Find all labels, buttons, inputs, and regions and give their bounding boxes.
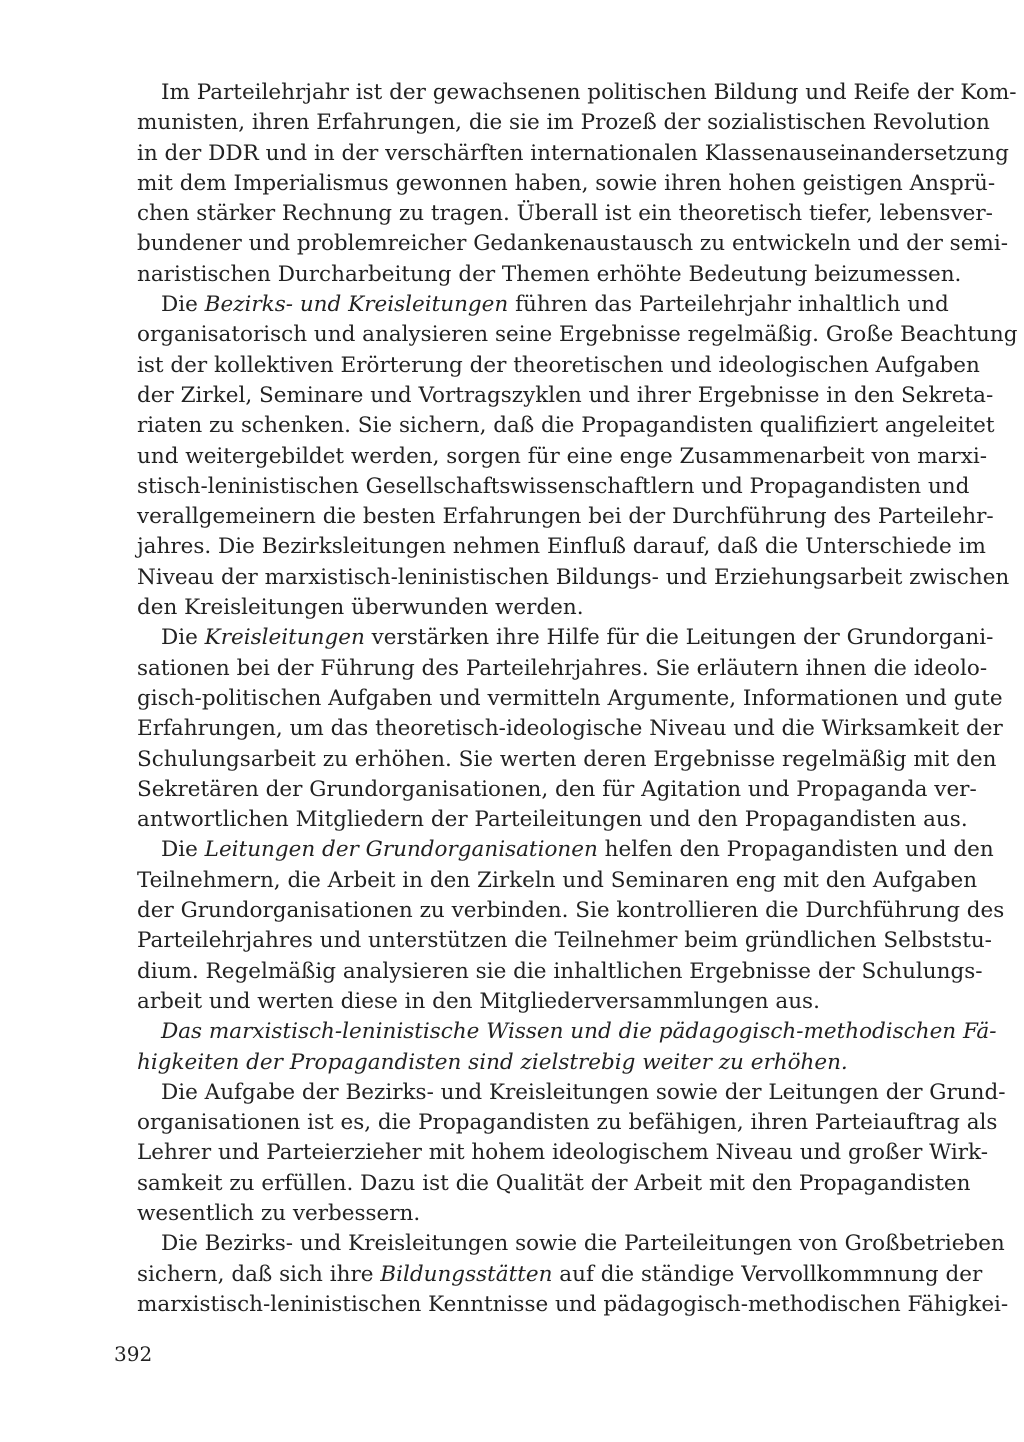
text-line: der Zirkel, Seminare und Vortragszyklen und ihrer Ergebnisse in den Sekreta- xyxy=(137,382,994,408)
text-line: naristischen Durcharbeitung der Themen erhöhte Bedeutung beizumessen. xyxy=(137,261,962,287)
page-number: 392 xyxy=(114,1342,153,1366)
text-line: chen stärker Rechnung zu tragen. Überall ist ein theoretisch tiefer, lebensver- xyxy=(137,201,993,227)
emphasis-line: Das marxistisch-leninistische Wissen und die pädagogisch-methodischen Fä- xyxy=(161,1019,997,1045)
text-line: Erfahrungen, um das theoretisch-ideologische Niveau und die Wirksamkeit der xyxy=(137,716,1003,742)
paragraph-5-emphasis xyxy=(113,1017,997,1078)
text-line: sationen bei der Führung des Parteilehrjahres. Sie erläutern ihnen die ideolo- xyxy=(137,655,988,681)
text-line: jahres. Die Bezirksleitungen nehmen Einfluß darauf, daß die Unterschiede im xyxy=(137,534,986,560)
text-line: samkeit zu erfüllen. Dazu ist die Qualität der Arbeit mit den Propagandisten xyxy=(137,1170,971,1196)
emphasis-text: Kreisleitungen xyxy=(204,625,365,651)
document-body xyxy=(113,78,1018,1320)
text-line: stisch-leninistischen Gesellschaftswissenschaftlern und Propagandisten und xyxy=(137,473,970,499)
text-run: Die xyxy=(161,292,205,318)
text-line: marxistisch-leninistischen Kenntnisse und pädagogisch-methodischen Fähigkei- xyxy=(137,1291,1009,1317)
text-run: Die xyxy=(161,625,205,651)
emphasis-text: Bezirks- und Kreisleitungen xyxy=(204,292,509,318)
text-line: Lehrer und Parteierzieher mit hohem ideologischem Niveau und großer Wirk- xyxy=(137,1140,988,1166)
text-line: in der DDR und in der verschärften internationalen Klassenauseinandersetzung xyxy=(137,140,1009,166)
text-line: wesentlich zu verbessern. xyxy=(137,1200,421,1226)
text-line: gisch-politischen Aufgaben und vermitteln Argumente, Informationen und gute xyxy=(137,685,1003,711)
paragraph-7 xyxy=(113,1229,1009,1320)
text-line: arbeit und werten diese in den Mitgliederversammlungen aus. xyxy=(137,988,820,1014)
text-line: Im Parteilehrjahr ist der gewachsenen politischen Bildung und Reife der Kom- xyxy=(161,80,1017,105)
paragraph-4 xyxy=(113,835,1005,1017)
text-line: dium. Regelmäßig analysieren sie die inhaltlichen Ergebnisse der Schulungs- xyxy=(137,958,983,984)
paragraph-1 xyxy=(113,78,1017,290)
emphasis-text: Bildungsstätten xyxy=(380,1261,553,1287)
text-line: riaten zu schenken. Sie sichern, daß die Propagandisten qualifiziert angeleitet xyxy=(137,413,995,439)
text-line xyxy=(113,835,994,865)
text-line: der Grundorganisationen zu verbinden. Sie kontrollieren die Durchführung des xyxy=(137,898,1005,924)
text-line: organisationen ist es, die Propagandisten zu befähigen, ihren Parteiauftrag als xyxy=(137,1110,998,1136)
text-line xyxy=(113,1260,983,1290)
text-run: helfen den Propagandisten und den xyxy=(597,837,994,863)
text-line: bundener und problemreicher Gedankenaustausch zu entwickeln und der semi- xyxy=(137,231,1008,257)
text-run: führen das Parteilehrjahr inhaltlich und xyxy=(508,292,949,318)
text-line: Sekretären der Grundorganisationen, den für Agitation und Propaganda ver- xyxy=(137,776,977,802)
text-line: munisten, ihren Erfahrungen, die sie im Prozeß der sozialistischen Revolution xyxy=(137,110,990,136)
text-run: sichern, daß sich ihre xyxy=(137,1261,381,1287)
text-line: ist der kollektiven Erörterung der theoretischen und ideologischen Aufgaben xyxy=(137,352,980,378)
paragraph-3 xyxy=(113,623,1003,835)
text-line: mit dem Imperialismus gewonnen haben, sowie ihren hohen geistigen Ansprü- xyxy=(137,170,996,196)
text-line: antwortlichen Mitgliedern der Parteileitungen und den Propagandisten aus. xyxy=(137,807,968,833)
text-line: den Kreisleitungen überwunden werden. xyxy=(137,595,584,621)
text-line: verallgemeinern die besten Erfahrungen bei der Durchführung des Parteilehr- xyxy=(137,504,994,530)
text-run: Die xyxy=(161,837,205,863)
text-line: Parteilehrjahres und unterstützen die Teilnehmer beim gründlichen Selbststu- xyxy=(137,928,992,954)
text-line: Die Aufgabe der Bezirks- und Kreisleitungen sowie der Leitungen der Grund- xyxy=(161,1079,1006,1105)
text-line: organisatorisch und analysieren seine Ergebnisse regelmäßig. Große Beachtung xyxy=(137,322,1018,348)
paragraph-6 xyxy=(113,1078,1006,1229)
text-run: verstärken ihre Hilfe für die Leitungen der Grundorgani- xyxy=(364,625,994,651)
text-line: Teilnehmern, die Arbeit in den Zirkeln und Seminaren eng mit den Aufgaben xyxy=(137,867,978,893)
paragraph-2 xyxy=(113,290,1018,623)
text-line xyxy=(113,623,994,653)
text-line: und weitergebildet werden, sorgen für eine enge Zusammenarbeit von marxi- xyxy=(137,443,987,469)
text-line xyxy=(113,290,949,320)
text-line: Niveau der marxistisch-leninistischen Bildungs- und Erziehungsarbeit zwischen xyxy=(137,564,1010,590)
text-line: Schulungsarbeit zu erhöhen. Sie werten deren Ergebnisse regelmäßig mit den xyxy=(137,746,997,772)
text-line: Die Bezirks- und Kreisleitungen sowie die Parteileitungen von Großbetrieben xyxy=(161,1231,1005,1257)
text-run: auf die ständige Vervollkommnung der xyxy=(552,1261,983,1287)
emphasis-text: Leitungen der Grundorganisationen xyxy=(204,837,598,863)
emphasis-line: higkeiten der Propagandisten sind zielstrebig weiter zu erhöhen. xyxy=(137,1049,848,1075)
